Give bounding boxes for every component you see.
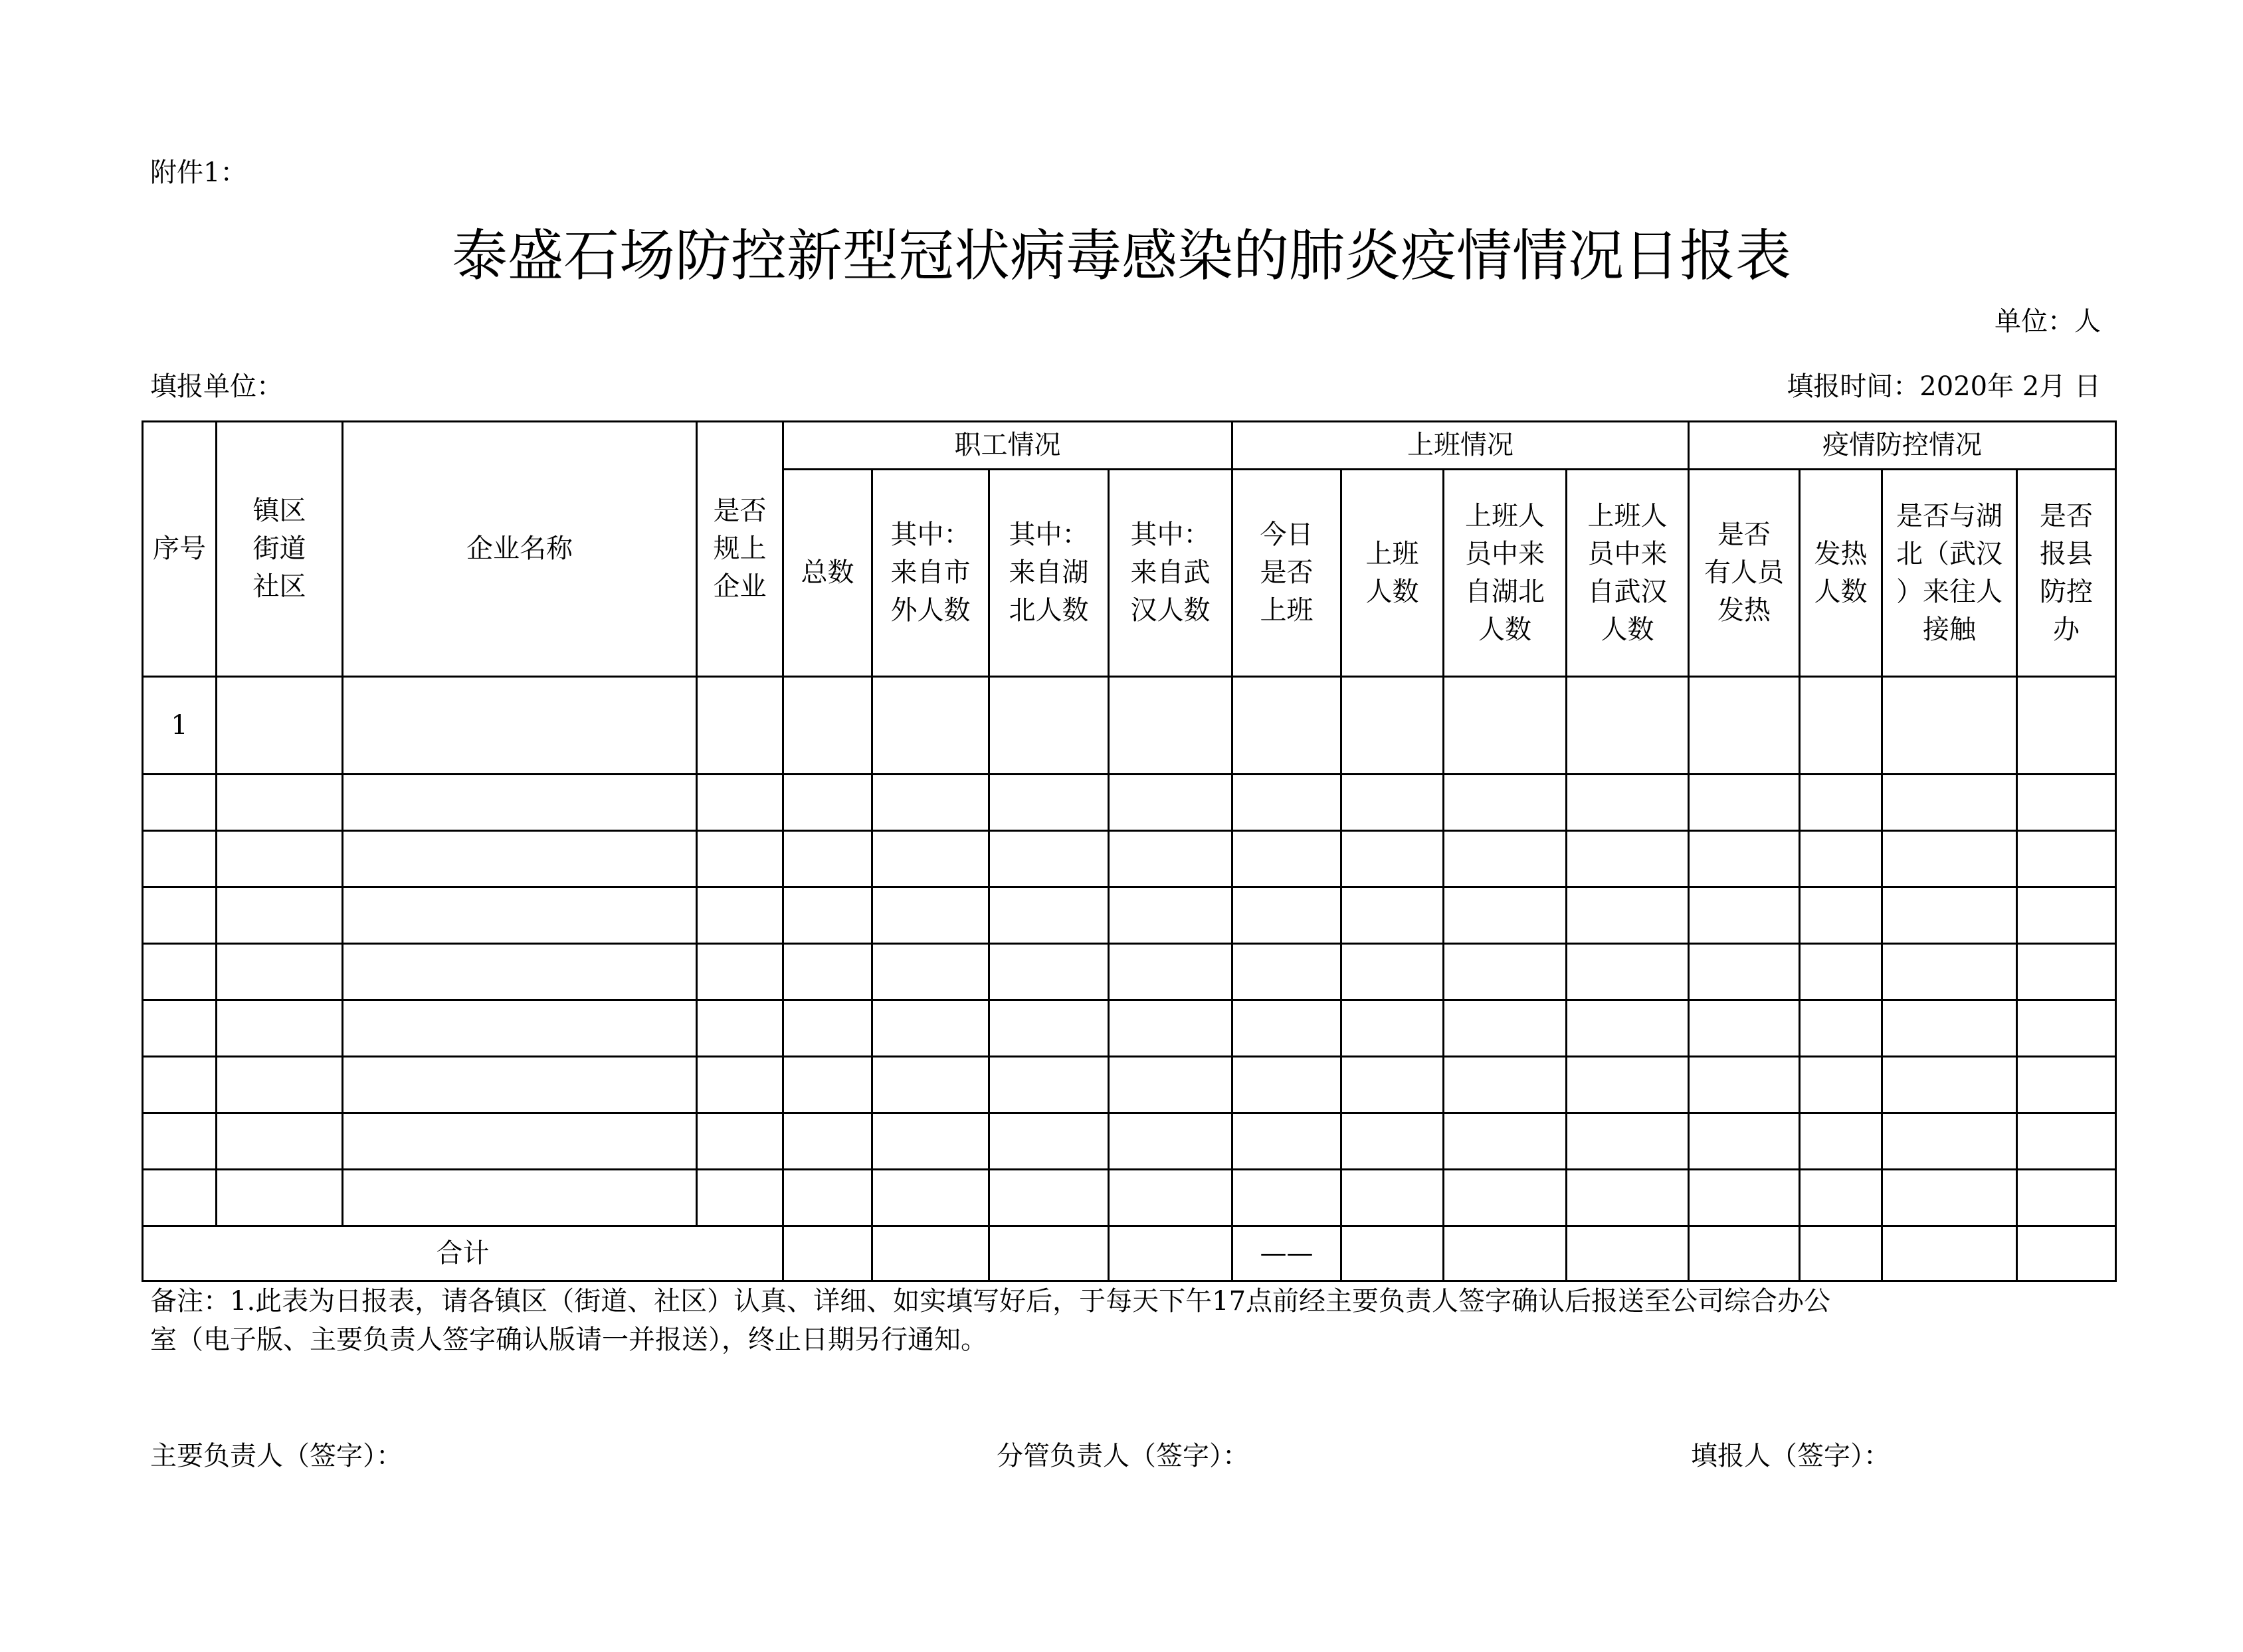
table-cell[interactable] xyxy=(1232,677,1341,775)
table-cell[interactable] xyxy=(783,677,872,775)
table-cell[interactable] xyxy=(1444,1113,1567,1170)
table-cell[interactable] xyxy=(1341,887,1444,944)
table-cell[interactable] xyxy=(1567,887,1689,944)
table-cell[interactable] xyxy=(217,887,343,944)
table-cell[interactable] xyxy=(1800,677,1882,775)
table-cell[interactable] xyxy=(989,1000,1109,1057)
table-cell[interactable] xyxy=(1341,1226,1444,1281)
table-row xyxy=(143,1170,2116,1226)
table-cell[interactable] xyxy=(1109,831,1232,887)
table-cell[interactable] xyxy=(1444,944,1567,1000)
unit-label: 单位：人 xyxy=(1995,306,2101,337)
table-cell[interactable] xyxy=(1882,944,2017,1000)
table-cell[interactable] xyxy=(2017,677,2116,775)
table-cell[interactable] xyxy=(217,944,343,1000)
table-cell[interactable] xyxy=(697,1170,783,1226)
table-cell[interactable] xyxy=(697,887,783,944)
table-cell[interactable] xyxy=(343,944,697,1000)
attachment-label: 附件1： xyxy=(150,157,247,188)
table-cell[interactable] xyxy=(1689,1170,1800,1226)
table-cell[interactable] xyxy=(1109,775,1232,831)
table-cell[interactable] xyxy=(1341,1170,1444,1226)
table-cell[interactable] xyxy=(872,944,989,1000)
table-cell[interactable] xyxy=(783,1057,872,1113)
table-cell[interactable] xyxy=(1689,1000,1800,1057)
table-cell[interactable] xyxy=(1444,887,1567,944)
table-cell[interactable] xyxy=(2017,887,2116,944)
table-cell[interactable] xyxy=(143,1113,217,1170)
table-cell[interactable] xyxy=(1109,1170,1232,1226)
table-cell[interactable] xyxy=(143,1000,217,1057)
table-cell[interactable] xyxy=(2017,1226,2116,1281)
table-cell[interactable] xyxy=(343,887,697,944)
table-cell[interactable] xyxy=(697,1113,783,1170)
table-cell[interactable] xyxy=(872,775,989,831)
table-cell[interactable] xyxy=(1341,1113,1444,1170)
table-cell[interactable] xyxy=(1109,677,1232,775)
table-cell[interactable] xyxy=(989,775,1109,831)
table-cell[interactable] xyxy=(217,1000,343,1057)
table-cell[interactable] xyxy=(1109,1113,1232,1170)
table-cell[interactable] xyxy=(1444,1170,1567,1226)
table-cell[interactable] xyxy=(872,1113,989,1170)
table-cell[interactable] xyxy=(2017,1000,2116,1057)
table-row xyxy=(143,944,2116,1000)
table-cell[interactable] xyxy=(343,1113,697,1170)
table-cell[interactable] xyxy=(872,887,989,944)
table-cell[interactable] xyxy=(1882,775,2017,831)
total-dash: —— xyxy=(1232,1226,1341,1281)
header-work-wuhan: 上班人 员中来 自武汉 人数 xyxy=(1567,470,1689,677)
table-cell[interactable] xyxy=(143,1057,217,1113)
table-cell[interactable] xyxy=(1689,677,1800,775)
table-cell[interactable] xyxy=(989,944,1109,1000)
filler-unit-label: 填报单位： xyxy=(150,371,283,402)
table-cell[interactable] xyxy=(989,1170,1109,1226)
table-cell[interactable] xyxy=(1882,1057,2017,1113)
header-from-hubei: 其中： 来自湖 北人数 xyxy=(989,470,1109,677)
table-cell[interactable] xyxy=(1567,831,1689,887)
table-cell[interactable] xyxy=(872,831,989,887)
table-cell[interactable] xyxy=(1232,831,1341,887)
table-cell[interactable] xyxy=(343,1170,697,1226)
table-cell[interactable] xyxy=(343,831,697,887)
table-cell[interactable] xyxy=(1689,1226,1800,1281)
table-cell[interactable] xyxy=(1232,1113,1341,1170)
table-cell[interactable] xyxy=(343,1057,697,1113)
table-cell[interactable] xyxy=(2017,775,2116,831)
header-fever-any: 是否 有人员 发热 xyxy=(1689,470,1800,677)
table-cell[interactable] xyxy=(1882,1113,2017,1170)
table-cell[interactable] xyxy=(1689,831,1800,887)
table-cell[interactable] xyxy=(1800,831,1882,887)
table-cell[interactable] xyxy=(217,831,343,887)
header-fever-count: 发热 人数 xyxy=(1800,470,1882,677)
table-cell[interactable] xyxy=(1800,1000,1882,1057)
table-cell[interactable] xyxy=(1444,1226,1567,1281)
table-cell[interactable] xyxy=(1232,775,1341,831)
table-cell[interactable] xyxy=(2017,1170,2116,1226)
table-cell[interactable] xyxy=(989,831,1109,887)
table-row xyxy=(143,1113,2116,1170)
table-row xyxy=(143,887,2116,944)
table-cell[interactable] xyxy=(1882,831,2017,887)
table-cell[interactable] xyxy=(143,775,217,831)
table-cell[interactable] xyxy=(783,1226,872,1281)
table-cell[interactable] xyxy=(1689,1057,1800,1113)
table-cell[interactable] xyxy=(783,775,872,831)
header-contact-hubei: 是否与湖 北（武汉 ）来往人 接触 xyxy=(1882,470,2017,677)
header-row-groups xyxy=(143,422,2116,470)
table-cell[interactable] xyxy=(343,775,697,831)
table-cell[interactable] xyxy=(697,1000,783,1057)
table-cell[interactable] xyxy=(1232,1000,1341,1057)
header-company: 企业名称 xyxy=(343,422,697,677)
table-cell[interactable] xyxy=(1800,1057,1882,1113)
table-cell[interactable] xyxy=(697,944,783,1000)
table-cell[interactable] xyxy=(1109,1000,1232,1057)
daily-report-table xyxy=(142,420,2117,1282)
table-cell[interactable] xyxy=(989,677,1109,775)
table-cell[interactable] xyxy=(1882,887,2017,944)
table-cell[interactable] xyxy=(1444,1057,1567,1113)
header-regulated: 是否 规上 企业 xyxy=(697,422,783,677)
header-report-county: 是否 报县 防控 办 xyxy=(2017,470,2116,677)
table-cell[interactable] xyxy=(1341,1000,1444,1057)
table-cell[interactable] xyxy=(1444,677,1567,775)
table-cell[interactable] xyxy=(872,1000,989,1057)
table-cell[interactable] xyxy=(343,1000,697,1057)
table-cell[interactable] xyxy=(783,831,872,887)
table-cell[interactable] xyxy=(217,775,343,831)
table-cell[interactable] xyxy=(989,1057,1109,1113)
table-cell[interactable] xyxy=(343,677,697,775)
table-cell[interactable] xyxy=(2017,1113,2116,1170)
row-seq: 1 xyxy=(143,677,217,775)
table-cell[interactable] xyxy=(1232,887,1341,944)
table-cell[interactable] xyxy=(1232,1170,1341,1226)
table-cell[interactable] xyxy=(143,944,217,1000)
table-cell[interactable] xyxy=(1689,887,1800,944)
table-cell[interactable] xyxy=(1800,775,1882,831)
table-cell[interactable] xyxy=(1341,944,1444,1000)
remarks-note: 备注：1.此表为日报表，请各镇区（街道、社区）认真、详细、如实填写好后，于每天下午17点前经主要负责人签字确认后报送至公司综合办公 室（电子版、主要负责人签字确认版请一并报送），终止日期另行通知。 xyxy=(150,1286,1831,1355)
table-cell[interactable] xyxy=(217,1113,343,1170)
table-cell[interactable] xyxy=(217,1057,343,1113)
principal-signature-label: 主要负责人（签字）： xyxy=(150,1441,403,1471)
table-cell[interactable] xyxy=(697,1057,783,1113)
table-cell[interactable] xyxy=(1689,775,1800,831)
total-label: 合计 xyxy=(143,1226,783,1281)
table-cell[interactable] xyxy=(1444,775,1567,831)
header-work-hubei: 上班人 员中来 自湖北 人数 xyxy=(1444,470,1567,677)
table-cell[interactable] xyxy=(1109,1226,1232,1281)
table-row xyxy=(143,1057,2116,1113)
supervisor-signature-label: 分管负责人（签字）： xyxy=(997,1441,1249,1471)
table-cell[interactable] xyxy=(1567,944,1689,1000)
header-seq: 序号 xyxy=(143,422,217,677)
table-cell[interactable] xyxy=(1567,1000,1689,1057)
page-title: 泰盛石场防控新型冠状病毒感染的肺炎疫情情况日报表 xyxy=(451,223,1791,288)
table-row xyxy=(143,1000,2116,1057)
table-cell[interactable] xyxy=(1567,677,1689,775)
table-cell[interactable] xyxy=(1567,775,1689,831)
header-work-today: 今日 是否 上班 xyxy=(1232,470,1341,677)
table-cell[interactable] xyxy=(1800,887,1882,944)
table-cell[interactable] xyxy=(783,944,872,1000)
header-work-count: 上班 人数 xyxy=(1341,470,1444,677)
table-cell[interactable] xyxy=(872,1226,989,1281)
table-cell[interactable] xyxy=(1800,1113,1882,1170)
table-cell[interactable] xyxy=(872,1057,989,1113)
table-cell[interactable] xyxy=(1341,677,1444,775)
header-total: 总数 xyxy=(783,470,872,677)
table-cell[interactable] xyxy=(1444,831,1567,887)
table-cell[interactable] xyxy=(1232,1057,1341,1113)
table-cell[interactable] xyxy=(783,1000,872,1057)
table-cell[interactable] xyxy=(989,1113,1109,1170)
table-cell[interactable] xyxy=(1882,1226,2017,1281)
table-cell[interactable] xyxy=(1567,1057,1689,1113)
table-cell[interactable] xyxy=(783,1170,872,1226)
table-row xyxy=(143,775,2116,831)
table-cell[interactable] xyxy=(217,677,343,775)
table-cell[interactable] xyxy=(1882,677,2017,775)
table-cell[interactable] xyxy=(143,1170,217,1226)
table-cell[interactable] xyxy=(872,1170,989,1226)
table-row xyxy=(143,677,2116,775)
table-row xyxy=(143,831,2116,887)
table-cell[interactable] xyxy=(2017,831,2116,887)
table-cell[interactable] xyxy=(697,775,783,831)
table-cell[interactable] xyxy=(1341,775,1444,831)
header-from-wuhan: 其中： 来自武 汉人数 xyxy=(1109,470,1232,677)
table-cell[interactable] xyxy=(1800,1170,1882,1226)
table-cell[interactable] xyxy=(783,1113,872,1170)
filler-time-label: 填报时间：2020年 2月 日 xyxy=(1787,371,2101,402)
header-district: 镇区 街道 社区 xyxy=(217,422,343,677)
table-cell[interactable] xyxy=(1232,944,1341,1000)
header-group-staff: 职工情况 xyxy=(783,422,1232,470)
table-cell[interactable] xyxy=(143,831,217,887)
table-cell[interactable] xyxy=(1109,887,1232,944)
header-group-work: 上班情况 xyxy=(1232,422,1689,470)
header-outside-city: 其中： 来自市 外人数 xyxy=(872,470,989,677)
header-group-epidemic: 疫情防控情况 xyxy=(1689,422,2116,470)
table-cell[interactable] xyxy=(989,1226,1109,1281)
table-cell[interactable] xyxy=(1567,1170,1689,1226)
table-cell[interactable] xyxy=(697,831,783,887)
table-cell[interactable] xyxy=(872,677,989,775)
table-cell[interactable] xyxy=(1800,944,1882,1000)
table-cell[interactable] xyxy=(1341,1057,1444,1113)
table-cell[interactable] xyxy=(1567,1226,1689,1281)
table-cell[interactable] xyxy=(989,887,1109,944)
table-cell[interactable] xyxy=(1109,1057,1232,1113)
table-cell[interactable] xyxy=(143,887,217,944)
table-cell[interactable] xyxy=(1567,1113,1689,1170)
table-cell[interactable] xyxy=(2017,1057,2116,1113)
table-cell[interactable] xyxy=(217,1170,343,1226)
table-cell[interactable] xyxy=(1444,1000,1567,1057)
table-cell[interactable] xyxy=(1341,831,1444,887)
table-cell[interactable] xyxy=(1689,944,1800,1000)
filler-signature-label: 填报人（签字）： xyxy=(1691,1441,1890,1471)
table-cell[interactable] xyxy=(1800,1226,1882,1281)
table-cell[interactable] xyxy=(697,677,783,775)
table-cell[interactable] xyxy=(1882,1000,2017,1057)
table-cell[interactable] xyxy=(1689,1113,1800,1170)
table-cell[interactable] xyxy=(783,887,872,944)
table-cell[interactable] xyxy=(1882,1170,2017,1226)
total-row xyxy=(143,1226,2116,1281)
table-cell[interactable] xyxy=(1109,944,1232,1000)
table-cell[interactable] xyxy=(2017,944,2116,1000)
